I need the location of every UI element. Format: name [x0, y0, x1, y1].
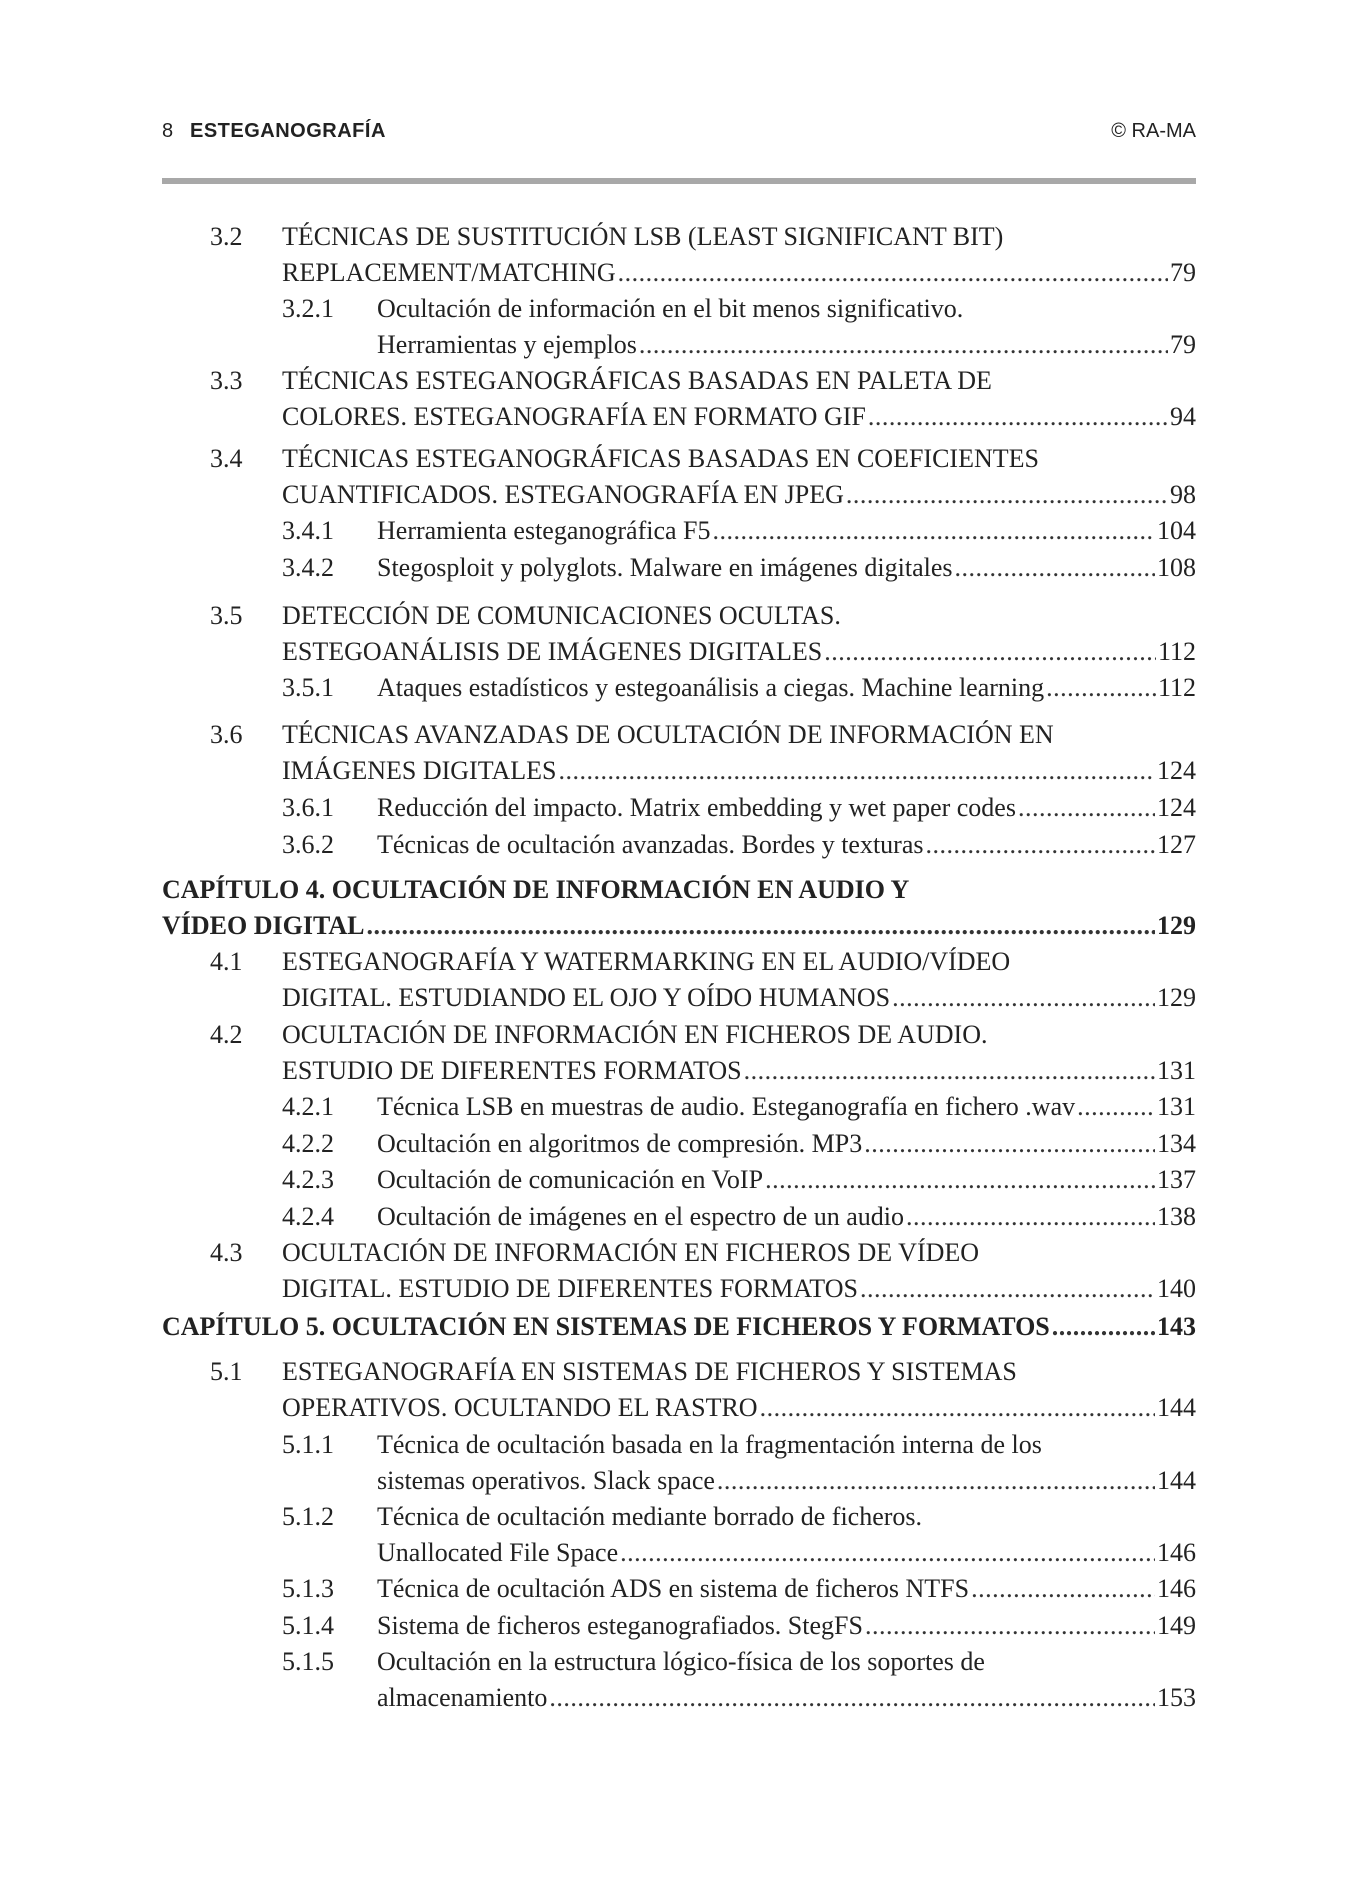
toc-entry-title	[162, 872, 1196, 944]
toc-entry-text: Ocultación en la estructura lógico-física de los soportes de	[377, 1647, 985, 1676]
toc-entry-text: Técnica de ocultación mediante borrado de ficheros.	[377, 1502, 923, 1531]
toc-entry-text: TÉCNICAS DE SUSTITUCIÓN LSB (LEAST SIGNIFICANT BIT)	[282, 222, 1004, 251]
toc-page-number: 131	[1157, 1056, 1196, 1085]
leader-dots	[955, 550, 1155, 586]
toc-entry-text: Técnica de ocultación ADS en sistema de ficheros NTFS	[377, 1574, 970, 1603]
toc-entry-number: 4.1	[210, 947, 243, 976]
toc-entry-title	[377, 1608, 1196, 1644]
leader-dots	[717, 1463, 1155, 1499]
toc-entry-text: Ocultación en algoritmos de compresión. MP3	[377, 1129, 863, 1158]
toc-entry-number: 4.2.1	[282, 1092, 334, 1121]
toc-page-number: 138	[1157, 1202, 1196, 1231]
toc-entry-text: Ocultación de imágenes en el espectro de un audio	[377, 1202, 905, 1231]
leader-dots	[824, 634, 1156, 670]
toc-entry-number: 4.2.4	[282, 1202, 334, 1231]
toc-entry-title	[282, 1354, 1196, 1426]
toc-page-number: 104	[1157, 516, 1196, 545]
leader-dots	[1046, 670, 1156, 706]
toc-page-number: 98	[1170, 480, 1196, 509]
toc-entry-text: Ocultación de información en el bit menos significativo.	[377, 294, 964, 323]
toc-entry-number: 4.2.3	[282, 1165, 334, 1194]
toc-entry-text: Ataques estadísticos y estegoanálisis a ciegas. Machine learning	[377, 673, 1045, 702]
toc-page-number: 124	[1157, 793, 1196, 822]
toc-entry-text: TÉCNICAS ESTEGANOGRÁFICAS BASADAS EN PALETA DE	[282, 366, 992, 395]
toc-entry-number: 5.1.4	[282, 1611, 334, 1640]
toc-page-number: 146	[1157, 1538, 1196, 1567]
toc-entry-title	[282, 717, 1196, 789]
toc-entry-title	[377, 513, 1196, 549]
toc-entry-text: ESTUDIO DE DIFERENTES FORMATOS	[282, 1056, 742, 1085]
toc-entry-title	[282, 1235, 1196, 1307]
toc-entry-text: OPERATIVOS. OCULTANDO EL RASTRO	[282, 1393, 758, 1422]
toc-entry-title	[282, 219, 1196, 291]
leader-dots	[620, 1535, 1155, 1571]
toc-entry-text: COLORES. ESTEGANOGRAFÍA EN FORMATO GIF	[282, 402, 866, 431]
toc-entry-number: 3.4.1	[282, 516, 334, 545]
toc-entry-text: Técnicas de ocultación avanzadas. Bordes y texturas	[377, 830, 924, 859]
leader-dots	[559, 753, 1156, 789]
toc-entry-text: ESTEGOANÁLISIS DE IMÁGENES DIGITALES	[282, 637, 823, 666]
toc-entry-number: 3.6	[210, 720, 243, 749]
toc-page-number: 144	[1157, 1393, 1196, 1422]
leader-dots	[865, 1608, 1155, 1644]
leader-dots	[892, 980, 1155, 1016]
toc-entry-title	[377, 670, 1196, 706]
toc-entry-title	[377, 827, 1196, 863]
toc-entry-text: Ocultación de comunicación en VoIP	[377, 1165, 764, 1194]
toc-page-number: 129	[1157, 911, 1196, 940]
toc-entry-text: Unallocated File Space	[377, 1538, 619, 1567]
toc-entry-title	[377, 1199, 1196, 1235]
toc-entry-title	[377, 1162, 1196, 1198]
toc-entry-number: 3.6.2	[282, 830, 334, 859]
leader-dots	[1052, 1309, 1155, 1345]
toc-entry-number: 3.4	[210, 444, 243, 473]
toc-entry-title	[377, 550, 1196, 586]
publisher: © RA-MA	[1111, 120, 1196, 142]
table-of-contents	[162, 0, 1196, 1897]
leader-dots	[639, 327, 1168, 363]
toc-entry-title	[377, 291, 1196, 363]
page-number: 8	[162, 120, 174, 142]
toc-entry-text: CUANTIFICADOS. ESTEGANOGRAFÍA EN JPEG	[282, 480, 844, 509]
toc-entry-number: 3.4.2	[282, 553, 334, 582]
toc-entry-text: Herramienta esteganográfica F5	[377, 516, 711, 545]
leader-dots	[926, 827, 1156, 863]
toc-entry-number: 4.3	[210, 1238, 243, 1267]
toc-entry-text: OCULTACIÓN DE INFORMACIÓN EN FICHEROS DE VÍDEO	[282, 1238, 980, 1267]
toc-entry-text: OCULTACIÓN DE INFORMACIÓN EN FICHEROS DE AUDIO.	[282, 1020, 988, 1049]
toc-entry-number: 5.1.5	[282, 1647, 334, 1676]
toc-page-number: 127	[1157, 830, 1196, 859]
toc-page-number: 94	[1170, 402, 1196, 431]
toc-entry-text: DIGITAL. ESTUDIO DE DIFERENTES FORMATOS	[282, 1274, 858, 1303]
toc-entry-title	[282, 1017, 1196, 1089]
toc-entry-text: almacenamiento	[377, 1683, 548, 1712]
leader-dots	[549, 1680, 1155, 1716]
toc-entry-number: 3.6.1	[282, 793, 334, 822]
toc-page-number: 143	[1157, 1312, 1196, 1341]
toc-page-number: 140	[1157, 1274, 1196, 1303]
toc-page-number: 146	[1157, 1574, 1196, 1603]
toc-entry-number: 3.3	[210, 366, 243, 395]
leader-dots	[760, 1390, 1155, 1426]
toc-entry-text: DETECCIÓN DE COMUNICACIONES OCULTAS.	[282, 601, 841, 630]
toc-page-number: 131	[1157, 1092, 1196, 1121]
toc-entry-text: CAPÍTULO 4. OCULTACIÓN DE INFORMACIÓN EN AUDIO Y	[162, 875, 910, 904]
toc-page-number: 153	[1157, 1683, 1196, 1712]
toc-page-number: 79	[1170, 330, 1196, 359]
toc-entry-text: sistemas operativos. Slack space	[377, 1466, 715, 1495]
leader-dots	[367, 908, 1155, 944]
toc-page-number: 112	[1157, 673, 1196, 702]
toc-entry-number: 4.2.2	[282, 1129, 334, 1158]
toc-entry-number: 5.1.3	[282, 1574, 334, 1603]
toc-page-number: 149	[1157, 1611, 1196, 1640]
toc-entry-number: 4.2	[210, 1020, 243, 1049]
leader-dots	[744, 1053, 1155, 1089]
toc-entry-title	[282, 363, 1196, 435]
leader-dots	[765, 1162, 1155, 1198]
toc-page-number: 137	[1157, 1165, 1196, 1194]
leader-dots	[971, 1571, 1155, 1607]
toc-page-number: 134	[1157, 1129, 1196, 1158]
toc-entry-text: Sistema de ficheros esteganografiados. StegFS	[377, 1611, 863, 1640]
toc-entry-title	[282, 944, 1196, 1016]
toc-entry-number: 3.2.1	[282, 294, 334, 323]
toc-page-number: 124	[1157, 756, 1196, 785]
toc-entry-number: 3.2	[210, 222, 243, 251]
toc-entry-title	[377, 1571, 1196, 1607]
toc-entry-title	[282, 441, 1196, 513]
toc-entry-text: IMÁGENES DIGITALES	[282, 756, 557, 785]
toc-entry-text: ESTEGANOGRAFÍA EN SISTEMAS DE FICHEROS Y SISTEMAS	[282, 1357, 1017, 1386]
toc-entry-text: Técnica LSB en muestras de audio. Esteganografía en fichero .wav	[377, 1092, 1076, 1121]
toc-page-number: 112	[1157, 637, 1196, 666]
toc-entry-title	[377, 1499, 1196, 1571]
toc-entry-number: 3.5	[210, 601, 243, 630]
toc-page-number: 129	[1157, 983, 1196, 1012]
toc-entry-number: 5.1.2	[282, 1502, 334, 1531]
toc-entry-text: TÉCNICAS AVANZADAS DE OCULTACIÓN DE INFORMACIÓN EN	[282, 720, 1054, 749]
toc-entry-number: 3.5.1	[282, 673, 334, 702]
toc-entry-title	[377, 1644, 1196, 1716]
leader-dots	[906, 1199, 1155, 1235]
toc-entry-text: Técnica de ocultación basada en la fragmentación interna de los	[377, 1430, 1042, 1459]
toc-page-number: 79	[1170, 258, 1196, 287]
leader-dots	[860, 1271, 1155, 1307]
leader-dots	[864, 1126, 1155, 1162]
leader-dots	[1077, 1089, 1155, 1125]
toc-entry-text: REPLACEMENT/MATCHING	[282, 258, 616, 287]
toc-entry-number: 5.1	[210, 1357, 243, 1386]
toc-entry-text: Reducción del impacto. Matrix embedding y wet paper codes	[377, 793, 1016, 822]
leader-dots	[713, 513, 1155, 549]
toc-entry-text: DIGITAL. ESTUDIANDO EL OJO Y OÍDO HUMANOS	[282, 983, 891, 1012]
toc-entry-text: CAPÍTULO 5. OCULTACIÓN EN SISTEMAS DE FICHEROS Y FORMATOS	[162, 1312, 1050, 1341]
toc-page-number: 144	[1157, 1466, 1196, 1495]
toc-entry-title	[377, 1427, 1196, 1499]
toc-entry-title	[377, 1126, 1196, 1162]
toc-entry-title	[377, 790, 1196, 826]
leader-dots	[846, 477, 1168, 513]
toc-entry-title	[162, 1309, 1196, 1345]
toc-entry-text: ESTEGANOGRAFÍA Y WATERMARKING EN EL AUDIO/VÍDEO	[282, 947, 1011, 976]
toc-entry-text: Herramientas y ejemplos	[377, 330, 637, 359]
book-title: ESTEGANOGRAFÍA	[190, 120, 386, 142]
leader-dots	[618, 255, 1168, 291]
toc-entry-title	[377, 1089, 1196, 1125]
toc-entry-text: Stegosploit y polyglots. Malware en imágenes digitales	[377, 553, 953, 582]
leader-dots	[868, 399, 1168, 435]
leader-dots	[1018, 790, 1155, 826]
toc-page-number: 108	[1157, 553, 1196, 582]
toc-entry-text: VÍDEO DIGITAL	[162, 911, 365, 940]
toc-entry-number: 5.1.1	[282, 1430, 334, 1459]
toc-entry-text: TÉCNICAS ESTEGANOGRÁFICAS BASADAS EN COEFICIENTES	[282, 444, 1039, 473]
toc-entry-title	[282, 598, 1196, 670]
